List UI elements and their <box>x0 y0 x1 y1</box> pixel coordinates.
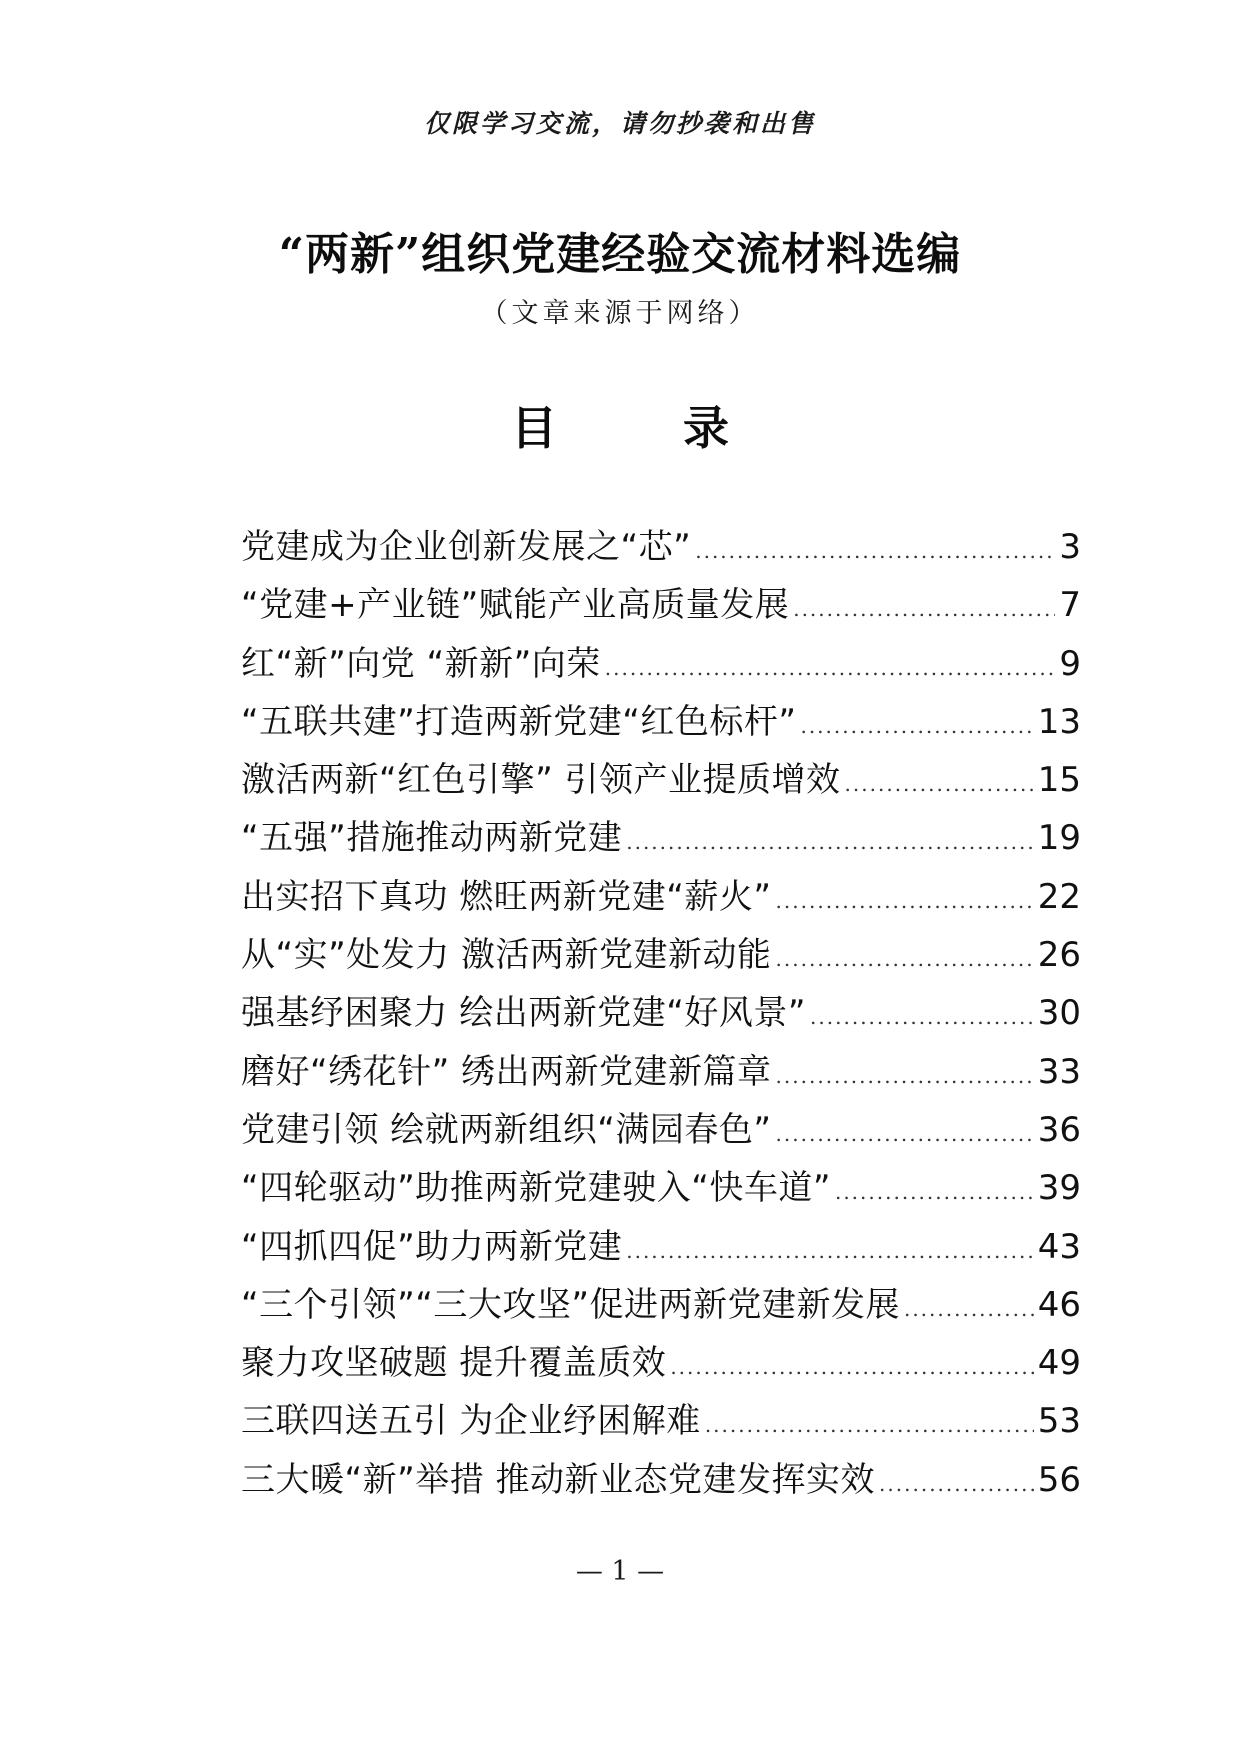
toc-entry-title: 三大暖“新”举措 推动新业态党建发挥实效 <box>241 1459 876 1500</box>
toc-entry[interactable] <box>241 926 1081 984</box>
toc-entry-page: 13 <box>1037 701 1081 742</box>
toc-entry[interactable] <box>241 1218 1081 1276</box>
toc-dot-leader <box>695 522 1055 580</box>
toc-entry-page: 39 <box>1037 1168 1081 1209</box>
toc-dot-leader <box>845 755 1034 813</box>
toc-entry-title: “五强”措施推动两新党建 <box>241 818 623 859</box>
toc-dot-leader <box>605 639 1056 697</box>
toc-dot-leader <box>800 697 1033 755</box>
toc-entry-page: 19 <box>1037 818 1081 859</box>
toc-dot-leader <box>670 1338 1033 1396</box>
toc-entry-page: 36 <box>1037 1109 1081 1150</box>
toc-entry-title: “四抓四促”助力两新党建 <box>241 1226 623 1267</box>
toc-entry[interactable] <box>241 518 1081 576</box>
toc-entry[interactable] <box>241 1334 1081 1392</box>
toc-entry-title: 聚力攻坚破题 提升覆盖质效 <box>241 1343 667 1384</box>
toc-entry-page: 3 <box>1059 527 1081 567</box>
toc-dot-leader <box>776 930 1034 988</box>
toc-entry-title: 从“实”处发力 激活两新党建新动能 <box>241 935 772 976</box>
toc-entry-page: 33 <box>1037 1051 1081 1092</box>
toc-entry[interactable] <box>241 576 1081 634</box>
header-note: 仅限学习交流，请勿抄袭和出售 <box>423 109 816 138</box>
toc-entry-page: 49 <box>1037 1343 1081 1384</box>
toc-entry-page: 15 <box>1037 760 1081 801</box>
toc-entry[interactable] <box>241 984 1081 1042</box>
toc-dot-leader <box>776 1105 1034 1163</box>
toc-entry-title: 三联四送五引 为企业纾困解难 <box>241 1401 701 1442</box>
toc-entry-page: 22 <box>1037 876 1081 917</box>
toc-dot-leader <box>626 813 1034 871</box>
toc-dot-leader <box>879 1455 1034 1513</box>
toc-entry[interactable] <box>241 1451 1081 1509</box>
toc-entry[interactable] <box>241 751 1081 809</box>
toc-entry-title: 党建引领 绘就两新组织“满园春色” <box>241 1109 772 1150</box>
toc-dot-leader <box>793 580 1055 638</box>
toc-entry[interactable] <box>241 1043 1081 1101</box>
toc-entry-page: 43 <box>1037 1226 1081 1267</box>
toc-entry[interactable] <box>241 1159 1081 1217</box>
toc-dot-leader <box>835 1163 1034 1221</box>
toc-entry-title: 出实招下真功 燃旺两新党建“薪火” <box>241 876 772 917</box>
toc-entry-page: 26 <box>1037 935 1081 976</box>
toc-dot-leader <box>810 988 1034 1046</box>
document-title: “两新”组织党建经验交流材料选编 <box>278 229 962 280</box>
toc-dot-leader <box>776 872 1034 930</box>
toc-dot-leader <box>705 1396 1034 1454</box>
toc-entry-page: 7 <box>1059 585 1081 626</box>
toc-entry-title: 激活两新“红色引擎” 引领产业提质增效 <box>241 760 841 801</box>
toc-entry[interactable] <box>241 1392 1081 1450</box>
toc-entry-title: 强基纾困聚力 绘出两新党建“好风景” <box>241 993 807 1034</box>
toc-dot-leader <box>776 1047 1034 1105</box>
toc-entry-title: 党建成为企业创新发展之“芯” <box>241 527 692 567</box>
toc-entry-page: 30 <box>1037 993 1081 1034</box>
toc-entry-title: “三个引领”“三大攻坚”促进两新党建新发展 <box>241 1284 900 1325</box>
toc-heading: 目 录 <box>511 401 769 455</box>
toc-entry-title: “四轮驱动”助推两新党建驶入“快车道” <box>241 1168 831 1209</box>
toc-entry-title: 磨好“绣花针” 绣出两新党建新篇章 <box>241 1051 772 1092</box>
toc-entry[interactable] <box>241 809 1081 867</box>
toc-entry[interactable] <box>241 1101 1081 1159</box>
table-of-contents <box>241 518 1081 1509</box>
toc-entry[interactable] <box>241 693 1081 751</box>
toc-entry-page: 53 <box>1037 1401 1081 1442</box>
toc-entry-title: 红“新”向党 “新新”向荣 <box>241 643 601 684</box>
toc-entry[interactable] <box>241 1276 1081 1334</box>
toc-entry-page: 9 <box>1059 643 1081 684</box>
toc-entry-title: “五联共建”打造两新党建“红色标杆” <box>241 701 797 742</box>
page-number: — 1 — <box>575 1556 665 1587</box>
document-subtitle: （文章来源于网络） <box>480 298 760 329</box>
toc-entry-page: 56 <box>1037 1459 1081 1500</box>
toc-dot-leader <box>904 1280 1034 1338</box>
toc-dot-leader <box>626 1222 1034 1280</box>
toc-entry[interactable] <box>241 635 1081 693</box>
toc-entry-page: 46 <box>1037 1284 1081 1325</box>
toc-entry-title: “党建+产业链”赋能产业高质量发展 <box>241 585 790 626</box>
toc-entry[interactable] <box>241 868 1081 926</box>
